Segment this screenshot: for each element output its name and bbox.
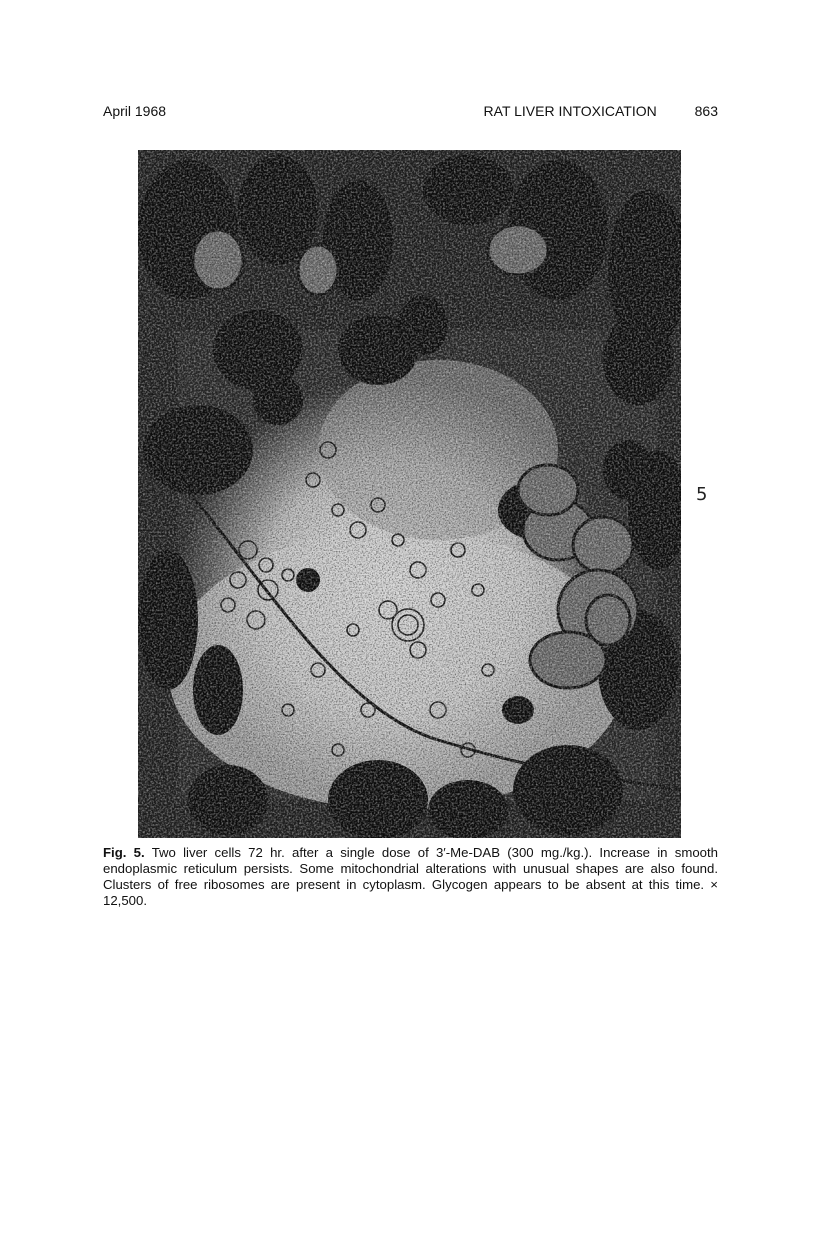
caption-text: Two liver cells 72 hr. after a single dose of 3′-Me-DAB (300 mg./kg.). Increase in smooth endoplasmic reticulum persists. Some mitochondrial alterations with unusual shapes are also found. Clusters of free ribosomes are present in cytoplasm. Glycogen appears to be absent at this time. × 12,500.	[103, 845, 718, 908]
electron-micrograph	[138, 150, 681, 838]
page-number: 863	[694, 103, 718, 119]
running-title: RAT LIVER INTOXICATION	[483, 103, 657, 119]
micrograph-image	[138, 150, 681, 838]
plate-number: 5	[696, 484, 708, 505]
figure-label: Fig. 5.	[103, 845, 145, 860]
running-head	[103, 103, 718, 123]
running-title-block	[484, 103, 718, 119]
issue-date: April 1968	[103, 103, 167, 119]
figure-caption	[103, 845, 718, 909]
